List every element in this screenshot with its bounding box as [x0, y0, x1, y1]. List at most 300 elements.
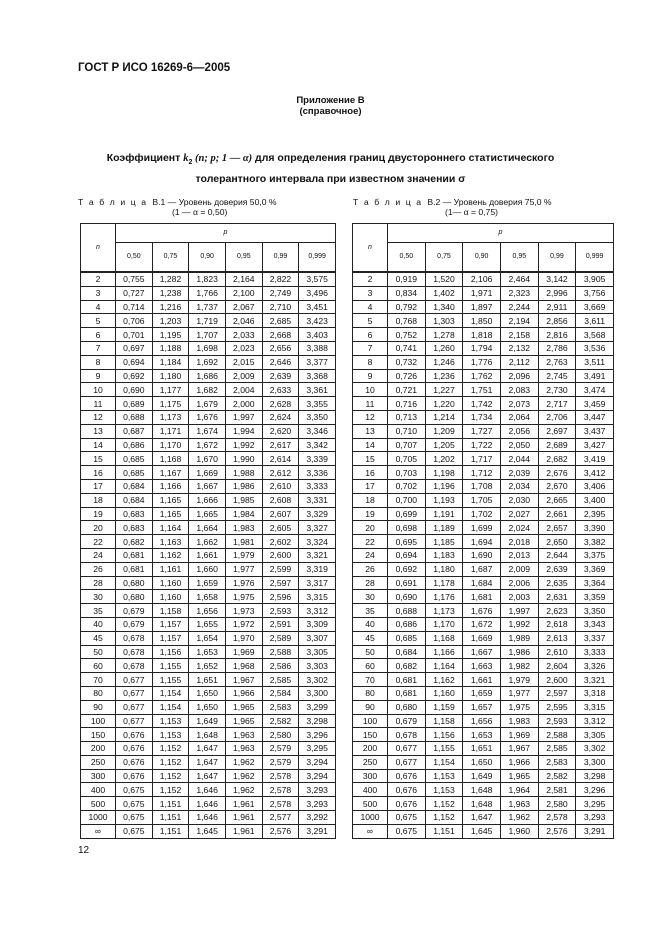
value-cell: 1,983	[225, 521, 262, 535]
value-cell: 2,670	[538, 479, 576, 493]
value-cell: 3,611	[576, 314, 614, 328]
value-cell: 2,015	[225, 355, 262, 369]
row-n-cell: 1000	[81, 811, 116, 825]
value-cell: 2,596	[262, 590, 299, 604]
table-row	[353, 824, 614, 838]
value-cell: 1,990	[225, 452, 262, 466]
row-n-cell: 24	[353, 548, 388, 562]
value-cell: 1,966	[225, 686, 262, 700]
table-row	[81, 369, 336, 383]
value-cell: 1,648	[189, 728, 226, 742]
value-cell: 3,390	[576, 521, 614, 535]
row-n-cell: 30	[353, 590, 388, 604]
table-row	[353, 355, 614, 369]
table1-caption-line2: (1 — α = 0,50)	[172, 207, 228, 217]
value-cell: 3,296	[299, 728, 336, 742]
value-cell: 0,695	[388, 535, 426, 549]
table-row	[81, 686, 336, 700]
table-row	[81, 328, 336, 342]
table-row	[81, 576, 336, 590]
row-n-cell: 80	[81, 686, 116, 700]
value-cell: 2,730	[538, 383, 576, 397]
row-n-cell: 10	[81, 383, 116, 397]
value-cell: 2,749	[262, 286, 299, 300]
table-row	[81, 507, 336, 521]
table-row	[353, 686, 614, 700]
value-cell: 1,202	[425, 452, 463, 466]
value-cell: 3,400	[576, 493, 614, 507]
value-cell: 3,303	[299, 659, 336, 673]
value-cell: 3,459	[576, 397, 614, 411]
value-cell: 2,996	[538, 286, 576, 300]
value-cell: 1,152	[152, 742, 189, 756]
table-row	[81, 769, 336, 783]
value-cell: 2,024	[500, 521, 538, 535]
value-cell: 3,423	[299, 314, 336, 328]
value-cell: 1,670	[189, 452, 226, 466]
value-cell: 1,965	[225, 700, 262, 714]
value-cell: 1,173	[152, 410, 189, 424]
value-cell: 2,656	[262, 341, 299, 355]
table-row	[353, 645, 614, 659]
table-row	[353, 700, 614, 714]
row-n-cell: 17	[81, 479, 116, 493]
row-n-cell: 150	[353, 728, 388, 742]
table-row	[81, 797, 336, 811]
value-cell: 0,676	[116, 755, 153, 769]
value-cell: 3,669	[576, 300, 614, 314]
value-cell: 3,293	[299, 783, 336, 797]
row-n-cell: 26	[353, 562, 388, 576]
value-cell: 2,464	[500, 272, 538, 286]
value-cell: 3,350	[576, 604, 614, 618]
value-cell: 3,375	[576, 548, 614, 562]
value-cell: 2,050	[500, 438, 538, 452]
value-cell: 1,158	[425, 714, 463, 728]
value-cell: 2,610	[538, 645, 576, 659]
value-cell: 0,706	[116, 314, 153, 328]
value-cell: 1,154	[152, 700, 189, 714]
table-row	[353, 783, 614, 797]
value-cell: 0,755	[116, 272, 153, 286]
table-row	[81, 452, 336, 466]
value-cell: 2,628	[262, 397, 299, 411]
table-row	[353, 728, 614, 742]
value-cell: 0,688	[116, 410, 153, 424]
value-cell: 1,850	[463, 314, 501, 328]
value-cell: 1,151	[425, 824, 463, 838]
value-cell: 2,786	[538, 341, 576, 355]
value-cell: 0,713	[388, 410, 426, 424]
value-cell: 1,976	[225, 576, 262, 590]
table-row	[81, 714, 336, 728]
value-cell: 0,675	[116, 797, 153, 811]
k-symbol: k	[183, 153, 189, 164]
row-n-cell: 100	[353, 714, 388, 728]
row-n-cell: 8	[81, 355, 116, 369]
value-cell: 1,681	[463, 590, 501, 604]
value-cell: 2,578	[262, 769, 299, 783]
value-cell: 3,350	[299, 410, 336, 424]
value-cell: 1,151	[152, 797, 189, 811]
value-cell: 1,180	[425, 562, 463, 576]
title-line-1: Коэффициент $k_2$ (n; p; 1 — α) для определения границ двустороннего статистического	[106, 152, 555, 167]
value-cell: 2,578	[538, 811, 576, 825]
value-cell: 1,646	[189, 811, 226, 825]
value-cell: 1,170	[152, 438, 189, 452]
value-cell: 1,162	[425, 673, 463, 687]
value-cell: 2,003	[500, 590, 538, 604]
value-cell: 0,677	[116, 673, 153, 687]
value-cell: 0,690	[388, 590, 426, 604]
row-n-cell: 3	[81, 286, 116, 300]
value-cell: 2,583	[538, 755, 576, 769]
row-n-cell: 60	[353, 659, 388, 673]
value-cell: 0,685	[116, 452, 153, 466]
value-cell: 1,970	[225, 631, 262, 645]
value-cell: 2,018	[500, 535, 538, 549]
table-row	[353, 604, 614, 618]
value-cell: 1,214	[425, 410, 463, 424]
table-row	[353, 576, 614, 590]
value-cell: 1,694	[463, 535, 501, 549]
table-row	[353, 742, 614, 756]
header-row	[353, 224, 614, 243]
value-cell: 1,699	[463, 521, 501, 535]
value-cell: 1,654	[189, 631, 226, 645]
table1-caption: Т а б л и ц а B.1 — Уровень доверия 50,0 %	[78, 197, 277, 207]
table-row	[81, 397, 336, 411]
row-n-cell: 40	[353, 617, 388, 631]
value-cell: 1,669	[463, 631, 501, 645]
value-cell: 2,112	[500, 355, 538, 369]
table2-caption-line2: (1— α = 0,75)	[445, 207, 498, 217]
row-n-cell: 14	[353, 438, 388, 452]
value-cell: 0,683	[116, 507, 153, 521]
annex-subtitle: (справочное)	[299, 106, 362, 117]
row-n-cell: 6	[353, 328, 388, 342]
value-cell: 3,300	[576, 755, 614, 769]
value-cell: 2,583	[262, 700, 299, 714]
value-cell: 0,676	[388, 783, 426, 797]
value-cell: 0,675	[116, 783, 153, 797]
table-row	[353, 797, 614, 811]
row-n-cell: 1000	[353, 811, 388, 825]
value-cell: 3,382	[576, 535, 614, 549]
value-cell: 1,985	[225, 493, 262, 507]
value-cell: 0,700	[388, 493, 426, 507]
value-cell: 1,742	[463, 397, 501, 411]
row-n-cell: 70	[353, 673, 388, 687]
value-cell: 1,676	[189, 410, 226, 424]
value-cell: 0,741	[388, 341, 426, 355]
row-n-cell: 20	[81, 521, 116, 535]
value-cell: 1,963	[500, 797, 538, 811]
row-n-cell: 22	[81, 535, 116, 549]
value-cell: 0,694	[116, 355, 153, 369]
value-cell: 1,659	[189, 576, 226, 590]
value-cell: 1,992	[500, 617, 538, 631]
value-cell: 1,220	[425, 397, 463, 411]
value-cell: 0,768	[388, 314, 426, 328]
value-cell: 1,734	[463, 410, 501, 424]
value-cell: 3,756	[576, 286, 614, 300]
value-cell: 3,292	[299, 811, 336, 825]
table-row	[81, 355, 336, 369]
value-cell: 0,683	[116, 521, 153, 535]
row-n-cell: 35	[353, 604, 388, 618]
value-cell: 0,792	[388, 300, 426, 314]
table-row	[353, 659, 614, 673]
value-cell: 0,707	[388, 438, 426, 452]
value-cell: 2,595	[538, 700, 576, 714]
value-cell: 1,963	[225, 742, 262, 756]
row-n-cell: 45	[81, 631, 116, 645]
value-cell: 1,278	[425, 328, 463, 342]
value-cell: 0,677	[116, 686, 153, 700]
value-cell: 1,961	[225, 811, 262, 825]
value-cell: 2,582	[538, 769, 576, 783]
value-cell: 0,689	[116, 397, 153, 411]
value-cell: 2,100	[225, 286, 262, 300]
value-cell: 0,679	[116, 617, 153, 631]
value-cell: 1,967	[225, 673, 262, 687]
value-cell: 3,315	[576, 700, 614, 714]
k-args: (n; p; 1 — α)	[192, 153, 253, 164]
value-cell: 2,668	[262, 328, 299, 342]
row-n-cell: 19	[81, 507, 116, 521]
row-n-cell: 5	[353, 314, 388, 328]
row-n-cell: 500	[353, 797, 388, 811]
value-cell: 1,979	[500, 673, 538, 687]
value-cell: 3,427	[576, 438, 614, 452]
value-cell: 0,694	[388, 548, 426, 562]
row-n-cell: 2	[353, 272, 388, 286]
p-value-header: 0,75	[152, 243, 189, 273]
value-cell: 1,183	[425, 548, 463, 562]
value-cell: 1,173	[425, 604, 463, 618]
table-row	[353, 272, 614, 286]
row-n-cell: 28	[81, 576, 116, 590]
value-cell: 1,155	[152, 659, 189, 673]
value-cell: 1,981	[225, 535, 262, 549]
value-cell: 1,989	[500, 631, 538, 645]
value-cell: 2,578	[262, 783, 299, 797]
value-cell: 1,766	[189, 286, 226, 300]
table-row	[81, 493, 336, 507]
value-cell: 3,309	[299, 617, 336, 631]
value-cell: 2,030	[500, 493, 538, 507]
col-header-n: n	[353, 224, 388, 273]
value-cell: 3,319	[299, 562, 336, 576]
value-cell: 2,194	[500, 314, 538, 328]
table-row	[81, 479, 336, 493]
value-cell: 0,726	[388, 369, 426, 383]
value-cell: 2,591	[262, 617, 299, 631]
header-row	[81, 224, 336, 243]
value-cell: 2,650	[538, 535, 576, 549]
p-value-header: 0,999	[576, 243, 614, 273]
page-number: 12	[78, 845, 90, 856]
row-n-cell: ∞	[81, 824, 116, 838]
value-cell: 1,686	[189, 369, 226, 383]
table-row	[81, 811, 336, 825]
value-cell: 1,646	[189, 783, 226, 797]
value-cell: 3,298	[299, 714, 336, 728]
value-cell: 3,300	[299, 686, 336, 700]
value-cell: 1,979	[225, 548, 262, 562]
value-cell: 3,388	[299, 341, 336, 355]
value-cell: 1,203	[152, 314, 189, 328]
value-cell: 2,009	[225, 369, 262, 383]
value-cell: 2,580	[538, 797, 576, 811]
value-cell: 1,672	[189, 438, 226, 452]
value-cell: 3,491	[576, 369, 614, 383]
value-cell: 0,697	[116, 341, 153, 355]
value-cell: 3,331	[299, 493, 336, 507]
value-cell: 1,647	[189, 755, 226, 769]
value-cell: 1,972	[225, 617, 262, 631]
value-cell: 1,973	[225, 604, 262, 618]
value-cell: 1,649	[463, 769, 501, 783]
value-cell: 1,687	[463, 562, 501, 576]
value-cell: 2,096	[500, 369, 538, 383]
p-value-header: 0,99	[262, 243, 299, 273]
value-cell: 2,244	[500, 300, 538, 314]
value-cell: 1,648	[463, 783, 501, 797]
row-n-cell: 18	[81, 493, 116, 507]
value-cell: 2,657	[538, 521, 576, 535]
document-title	[0, 150, 661, 187]
value-cell: 0,681	[388, 673, 426, 687]
value-cell: 1,154	[152, 686, 189, 700]
value-cell: 3,337	[576, 631, 614, 645]
value-cell: 1,659	[463, 686, 501, 700]
value-cell: 0,919	[388, 272, 426, 286]
table-row	[81, 410, 336, 424]
row-n-cell: 9	[81, 369, 116, 383]
value-cell: 0,834	[388, 286, 426, 300]
title-line-2: толерантного интервала при известном значении σ	[195, 173, 466, 186]
row-n-cell: 60	[81, 659, 116, 673]
value-cell: 1,684	[463, 576, 501, 590]
value-cell: 3,327	[299, 521, 336, 535]
value-cell: 3,403	[299, 328, 336, 342]
value-cell: 2,593	[262, 604, 299, 618]
value-cell: 1,968	[225, 659, 262, 673]
value-cell: 2,576	[262, 824, 299, 838]
value-cell: 1,656	[463, 714, 501, 728]
row-n-cell: 50	[353, 645, 388, 659]
p-value-header: 0,50	[388, 243, 426, 273]
value-cell: 1,676	[463, 604, 501, 618]
value-cell: 1,402	[425, 286, 463, 300]
value-cell: 2,600	[262, 548, 299, 562]
value-cell: 1,520	[425, 272, 463, 286]
value-cell: 3,294	[299, 769, 336, 783]
value-cell: 3,568	[576, 328, 614, 342]
value-cell: 1,988	[225, 466, 262, 480]
value-cell: 2,039	[500, 466, 538, 480]
value-cell: 2,602	[262, 535, 299, 549]
row-n-cell: 300	[353, 769, 388, 783]
value-cell: 1,649	[189, 714, 226, 728]
p-value-header: 0,75	[425, 243, 463, 273]
value-cell: 1,163	[152, 535, 189, 549]
table-row	[81, 272, 336, 286]
value-cell: 1,965	[500, 769, 538, 783]
value-cell: 2,600	[538, 673, 576, 687]
value-cell: 1,660	[189, 562, 226, 576]
value-cell: 2,612	[262, 466, 299, 480]
value-cell: 2,106	[463, 272, 501, 286]
row-n-cell: 13	[353, 424, 388, 438]
row-n-cell: 35	[81, 604, 116, 618]
table-row	[353, 631, 614, 645]
table-row	[353, 521, 614, 535]
table-row	[81, 673, 336, 687]
value-cell: 0,685	[388, 631, 426, 645]
value-cell: 0,681	[116, 562, 153, 576]
col-header-p: p	[388, 224, 614, 243]
value-cell: 1,155	[425, 742, 463, 756]
row-n-cell: 11	[81, 397, 116, 411]
row-n-cell: 150	[81, 728, 116, 742]
value-cell: 2,586	[262, 659, 299, 673]
value-cell: 0,687	[116, 424, 153, 438]
value-cell: 2,635	[538, 576, 576, 590]
value-cell: 3,295	[576, 797, 614, 811]
value-cell: 2,064	[500, 410, 538, 424]
table-row	[81, 438, 336, 452]
table-row	[81, 742, 336, 756]
value-cell: 0,679	[388, 714, 426, 728]
table-row	[81, 631, 336, 645]
value-cell: 1,975	[225, 590, 262, 604]
value-cell: 1,155	[152, 673, 189, 687]
value-cell: 0,691	[388, 576, 426, 590]
value-cell: 2,665	[538, 493, 576, 507]
value-cell: 2,593	[538, 714, 576, 728]
row-n-cell: 18	[353, 493, 388, 507]
p-value-header: 0,95	[500, 243, 538, 273]
value-cell: 1,151	[152, 824, 189, 838]
value-cell: 1,984	[225, 507, 262, 521]
value-cell: 1,154	[425, 755, 463, 769]
value-cell: 1,647	[189, 742, 226, 756]
value-cell: 1,960	[500, 824, 538, 838]
value-cell: 1,153	[425, 769, 463, 783]
value-cell: 1,160	[425, 686, 463, 700]
value-cell: 2,132	[500, 341, 538, 355]
table-row	[81, 314, 336, 328]
value-cell: 3,369	[576, 562, 614, 576]
value-cell: 2,682	[538, 452, 576, 466]
p-values-row	[353, 243, 614, 273]
value-cell: 0,752	[388, 328, 426, 342]
value-cell: 1,674	[189, 424, 226, 438]
value-cell: 1,191	[425, 507, 463, 521]
value-cell: 1,986	[500, 645, 538, 659]
annex-title: Приложение В	[296, 95, 365, 106]
value-cell: 0,685	[116, 466, 153, 480]
row-n-cell: 45	[353, 631, 388, 645]
table-b2	[352, 223, 614, 839]
value-cell: 3,474	[576, 383, 614, 397]
value-cell: 1,152	[152, 783, 189, 797]
row-n-cell: 17	[353, 479, 388, 493]
row-n-cell: 40	[81, 617, 116, 631]
